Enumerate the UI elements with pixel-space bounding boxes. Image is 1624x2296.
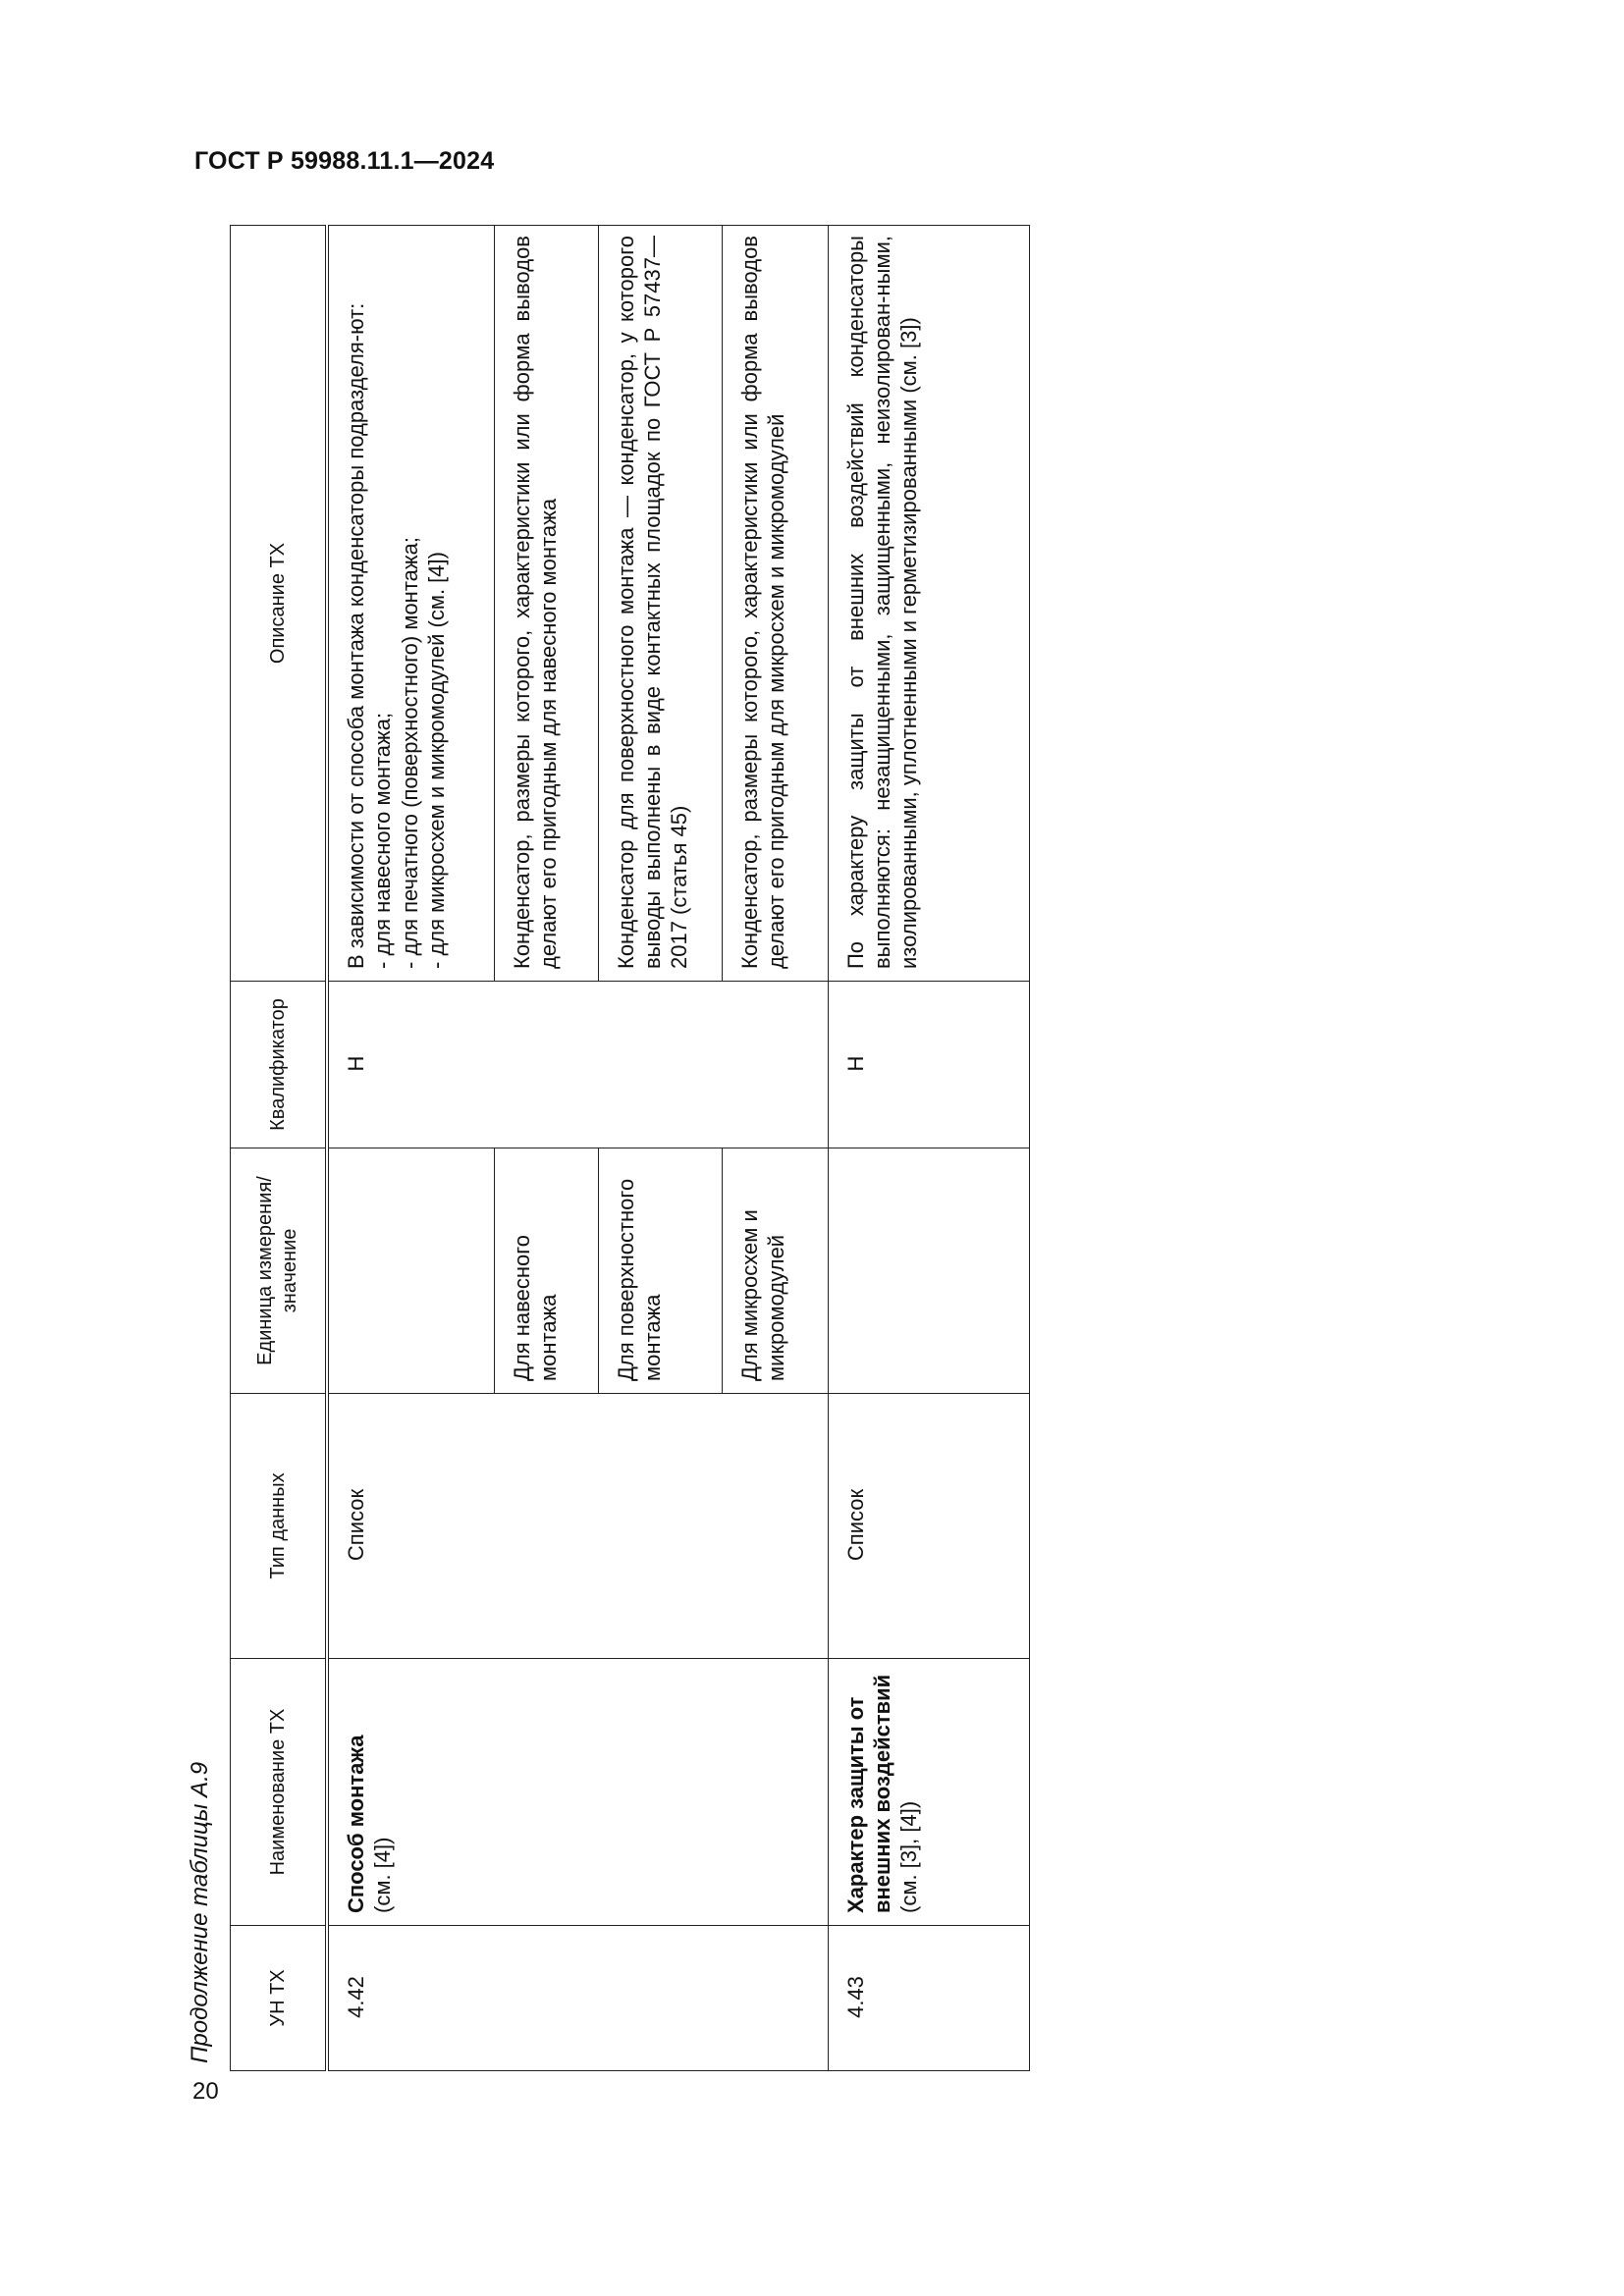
row-description: По характеру защиты от внешних воздействий конденсаторы выполняются: незащищенными, защищенными, неизолирован-ными, изолированными, уплотненными и герметизированными (см. [3]) xyxy=(828,226,1029,982)
characteristics-table xyxy=(230,225,1030,2071)
row-code: 4.43 xyxy=(828,1926,1029,2071)
row-name-title: Характер защиты от внешних воздействий xyxy=(842,1674,894,1913)
col-header-type: Тип данных xyxy=(231,1394,328,1659)
row-unit-empty xyxy=(327,1148,494,1394)
row-type: Список xyxy=(327,1394,828,1659)
row-description xyxy=(327,226,494,982)
row-qualifier: Н xyxy=(828,982,1029,1148)
value-unit: Для микросхем и микромодулей xyxy=(722,1148,828,1394)
rotated-table-page xyxy=(177,216,1316,2071)
value-unit: Для поверхностного монтажа xyxy=(598,1148,722,1394)
col-header-unit: Единица измерения/ значение xyxy=(231,1148,328,1394)
value-description: Конденсатор для поверхностного монтажа — конденсатор, у которого выводы выполнены в виде контактных площадок по ГОСТ Р 57437—2017 (статья 45) xyxy=(598,226,722,982)
page-number: 20 xyxy=(192,2078,219,2105)
table-row xyxy=(828,226,1029,2071)
table-row xyxy=(327,226,494,2071)
col-header-name: Наименование ТХ xyxy=(231,1659,328,1926)
description-item: - для микросхем и микромодулей (см. [4]) xyxy=(423,552,449,969)
row-code: 4.42 xyxy=(327,1926,828,2071)
description-intro: В зависимости от способа монтажа конденсаторы подразделя-ют: xyxy=(344,302,368,969)
row-name-ref: (см. [4]) xyxy=(370,1837,396,1913)
row-type: Список xyxy=(828,1394,1029,1659)
value-description: Конденсатор, размеры которого, характеристики или форма выводов делают его пригодным для микросхем и микромодулей xyxy=(722,226,828,982)
row-name xyxy=(828,1659,1029,1926)
row-name-title: Способ монтажа xyxy=(344,1735,368,1913)
row-unit-empty xyxy=(828,1148,1029,1394)
table-header-row xyxy=(231,226,328,2071)
table-caption: Продолжение таблицы А.9 xyxy=(187,1761,213,2063)
description-item: - для навесного монтажа; xyxy=(370,712,396,969)
col-header-qualifier: Квалификатор xyxy=(231,982,328,1148)
value-unit: Для навесного монтажа xyxy=(494,1148,598,1394)
col-header-code: УН ТХ xyxy=(231,1926,328,2071)
description-item: - для печатного (поверхностного) монтажа; xyxy=(397,537,422,969)
col-header-description: Описание ТХ xyxy=(231,226,328,982)
row-name-ref: (см. [3], [4]) xyxy=(896,1800,922,1913)
row-name xyxy=(327,1659,828,1926)
value-description: Конденсатор, размеры которого, характеристики или форма выводов делают его пригодным для навесного монтажа xyxy=(494,226,598,982)
row-qualifier: Н xyxy=(327,982,828,1148)
document-standard-header: ГОСТ Р 59988.11.1—2024 xyxy=(194,147,495,175)
